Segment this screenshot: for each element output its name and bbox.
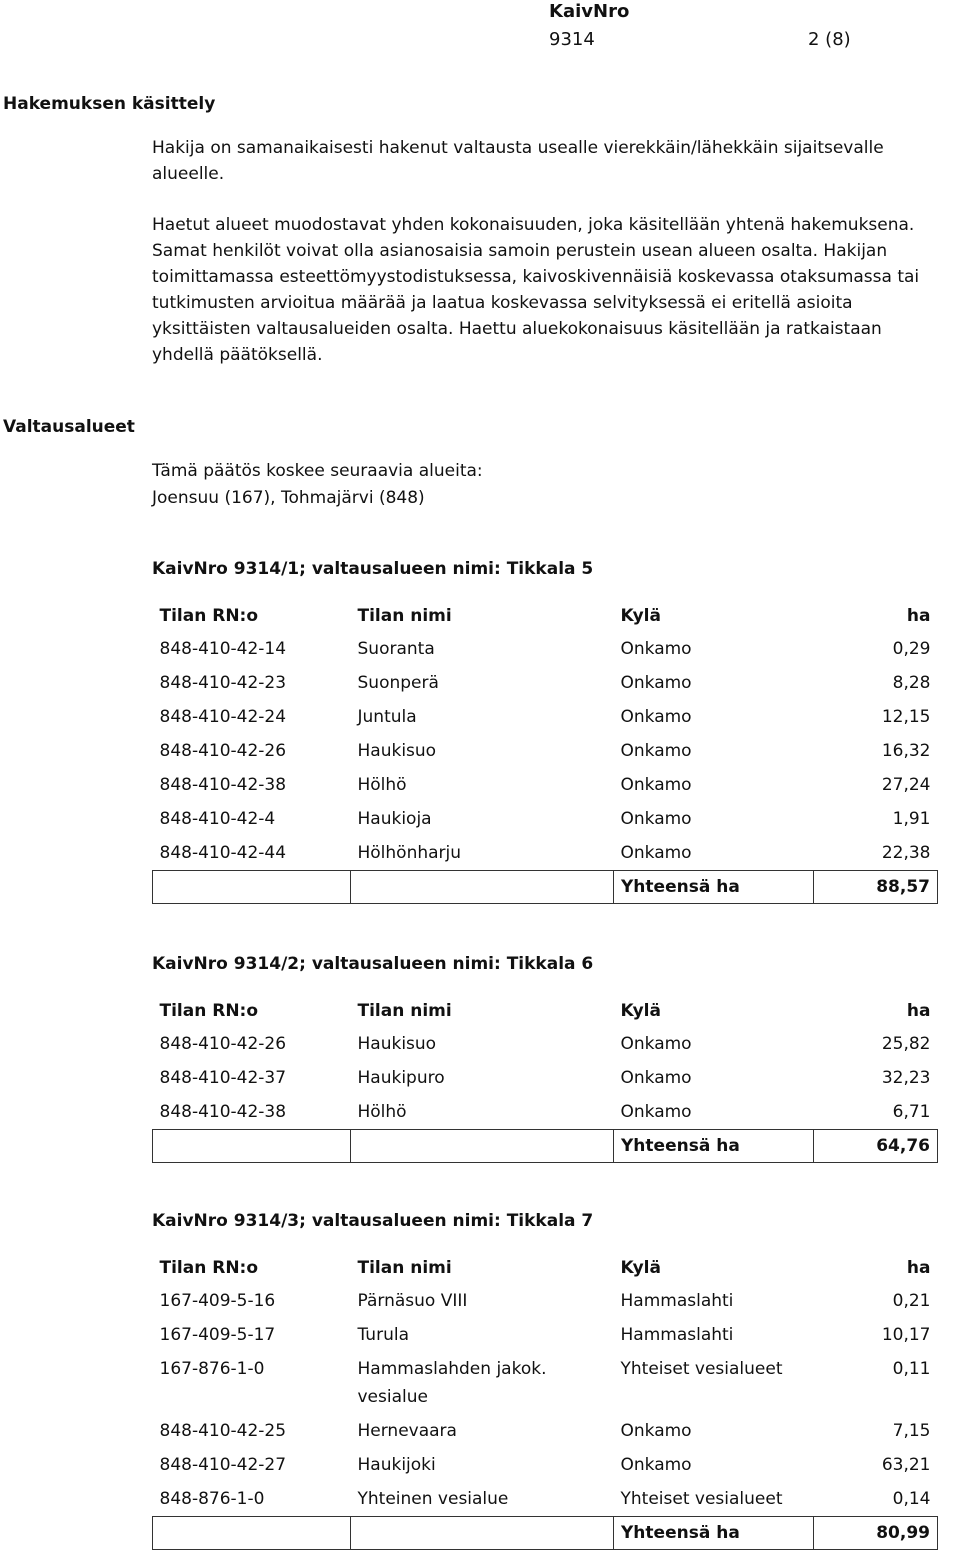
column-header-rn: Tilan RN:o [159, 606, 259, 626]
cell-ha: 27,24 [881, 775, 931, 795]
table-row [153, 1318, 938, 1352]
cell-name: Pärnäsuo VIII [357, 1291, 468, 1311]
cell-name: Hölhö [357, 1102, 407, 1122]
text-line: yhdellä päätöksellä. [152, 345, 323, 365]
cell-village: Onkamo [620, 1455, 692, 1475]
cell-rn: 848-410-42-24 [159, 707, 287, 727]
table-header-row [153, 1250, 938, 1284]
table-row [153, 666, 938, 700]
total-label: Yhteensä ha [614, 1516, 814, 1549]
cell-village: Onkamo [620, 1034, 692, 1054]
total-empty-cell [153, 870, 351, 903]
section-heading-areas: Valtausalueet [3, 417, 135, 437]
cell-rn: 848-410-42-23 [159, 673, 287, 693]
table-row [153, 1482, 938, 1516]
text-line: tutkimusten arvioitua määrää ja laatua koskevassa selvityksessä ei eritellä asioita [152, 293, 853, 313]
table-row [153, 1414, 938, 1448]
text-line: toimittamassa esteettömyystodistuksessa, kaivoskivennäisiä koskevassa otaksumassa tai [152, 267, 920, 287]
table-row [153, 700, 938, 734]
total-empty-cell [351, 870, 614, 903]
table-row [153, 1095, 938, 1129]
total-row [153, 870, 938, 903]
column-header-name: Tilan nimi [357, 1258, 452, 1278]
cell-rn: 848-410-42-25 [159, 1421, 287, 1441]
cell-name: Hernevaara [357, 1421, 457, 1441]
area-table-tikkala-5 [152, 598, 938, 904]
total-value: 64,76 [814, 1129, 938, 1162]
total-row [153, 1516, 938, 1549]
cell-village: Hammaslahti [620, 1325, 734, 1345]
cell-rn: 848-410-42-38 [159, 1102, 287, 1122]
paragraph-application [152, 135, 942, 187]
area-table-tikkala-6 [152, 993, 938, 1163]
cell-village: Onkamo [620, 775, 692, 795]
cell-ha: 0,11 [892, 1359, 931, 1379]
cell-name: Turula [357, 1325, 409, 1345]
cell-rn: 167-876-1-0 [159, 1359, 265, 1379]
cell-village: Yhteiset vesialueet [620, 1359, 783, 1379]
total-empty-cell [153, 1516, 351, 1549]
cell-village: Onkamo [620, 1421, 692, 1441]
total-value: 88,57 [814, 870, 938, 903]
cell-name: Haukijoki [357, 1455, 436, 1475]
column-header-rn: Tilan RN:o [159, 1001, 259, 1021]
table-row [153, 1448, 938, 1482]
column-header-name: Tilan nimi [357, 606, 452, 626]
table-row [153, 632, 938, 666]
paragraph-processing [152, 212, 942, 368]
document-number: 9314 [549, 29, 595, 50]
cell-village: Onkamo [620, 673, 692, 693]
cell-name-line: vesialue [357, 1387, 428, 1407]
column-header-ha: ha [906, 1001, 931, 1021]
table-header-row [153, 598, 938, 632]
total-empty-cell [351, 1129, 614, 1162]
cell-name [351, 1352, 614, 1414]
area-table-tikkala-7 [152, 1250, 938, 1550]
cell-village: Onkamo [620, 741, 692, 761]
municipalities: Joensuu (167), Tohmajärvi (848) [152, 488, 425, 508]
total-value: 80,99 [814, 1516, 938, 1549]
cell-village: Yhteiset vesialueet [620, 1489, 783, 1509]
text-line: yksittäisten valtausalueiden osalta. Haettu aluekokonaisuus käsitellään ja ratkaistaan [152, 319, 882, 339]
table-row [153, 1284, 938, 1318]
table-title-tikkala-7: KaivNro 9314/3; valtausalueen nimi: Tikkala 7 [152, 1211, 594, 1231]
total-label: Yhteensä ha [614, 870, 814, 903]
cell-name: Haukipuro [357, 1068, 445, 1088]
column-header-ha: ha [906, 1258, 931, 1278]
cell-village: Onkamo [620, 843, 692, 863]
table-title-tikkala-6: KaivNro 9314/2; valtausalueen nimi: Tikkala 6 [152, 954, 594, 974]
cell-village: Hammaslahti [620, 1291, 734, 1311]
text-line: Haetut alueet muodostavat yhden kokonaisuuden, joka käsitellään yhtenä hakemuksena. [152, 215, 915, 235]
column-header-name: Tilan nimi [357, 1001, 452, 1021]
cell-village: Onkamo [620, 1068, 692, 1088]
cell-ha: 22,38 [881, 843, 931, 863]
cell-name-line: Hammaslahden jakok. [357, 1359, 547, 1379]
cell-name: Yhteinen vesialue [357, 1489, 509, 1509]
cell-ha: 1,91 [892, 809, 931, 829]
areas-intro: Tämä päätös koskee seuraavia alueita: [152, 461, 483, 481]
cell-ha: 7,15 [892, 1421, 931, 1441]
cell-rn: 167-409-5-17 [159, 1325, 276, 1345]
total-empty-cell [351, 1516, 614, 1549]
column-header-rn: Tilan RN:o [159, 1258, 259, 1278]
cell-name: Juntula [357, 707, 417, 727]
cell-village: Onkamo [620, 809, 692, 829]
cell-name: Haukisuo [357, 1034, 437, 1054]
page-number: 2 (8) [808, 29, 851, 50]
cell-name: Haukioja [357, 809, 432, 829]
cell-name: Hölhönharju [357, 843, 462, 863]
cell-name: Hölhö [357, 775, 407, 795]
cell-rn: 848-410-42-27 [159, 1455, 287, 1475]
text-line: Hakija on samanaikaisesti hakenut valtausta usealle vierekkäin/lähekkäin sijaitsevalle [152, 138, 884, 158]
cell-rn: 848-410-42-4 [159, 809, 276, 829]
cell-name: Suonperä [357, 673, 439, 693]
cell-rn: 848-410-42-26 [159, 741, 287, 761]
cell-ha: 32,23 [881, 1068, 931, 1088]
cell-ha: 16,32 [881, 741, 931, 761]
table-row [153, 1027, 938, 1061]
text-line: alueelle. [152, 164, 225, 184]
cell-name: Suoranta [357, 639, 435, 659]
total-label: Yhteensä ha [614, 1129, 814, 1162]
cell-rn: 848-410-42-38 [159, 775, 287, 795]
cell-ha: 63,21 [881, 1455, 931, 1475]
total-row [153, 1129, 938, 1162]
table-row [153, 802, 938, 836]
header-title: KaivNro [549, 1, 630, 22]
cell-rn: 848-410-42-37 [159, 1068, 287, 1088]
column-header-village: Kylä [620, 1258, 661, 1278]
cell-village: Onkamo [620, 639, 692, 659]
total-empty-cell [153, 1129, 351, 1162]
cell-ha: 25,82 [881, 1034, 931, 1054]
cell-ha: 0,21 [892, 1291, 931, 1311]
cell-ha: 8,28 [892, 673, 931, 693]
column-header-village: Kylä [620, 1001, 661, 1021]
cell-rn: 848-876-1-0 [159, 1489, 265, 1509]
cell-rn: 848-410-42-14 [159, 639, 287, 659]
table-header-row [153, 993, 938, 1027]
cell-ha: 0,14 [892, 1489, 931, 1509]
table-row [153, 768, 938, 802]
column-header-ha: ha [906, 606, 931, 626]
cell-ha: 12,15 [881, 707, 931, 727]
column-header-village: Kylä [620, 606, 661, 626]
cell-ha: 10,17 [881, 1325, 931, 1345]
cell-village: Onkamo [620, 1102, 692, 1122]
table-row [153, 1352, 938, 1414]
cell-rn: 848-410-42-44 [159, 843, 287, 863]
table-row [153, 1061, 938, 1095]
cell-name: Haukisuo [357, 741, 437, 761]
cell-ha: 6,71 [892, 1102, 931, 1122]
cell-village: Onkamo [620, 707, 692, 727]
cell-rn: 848-410-42-26 [159, 1034, 287, 1054]
text-line: Samat henkilöt voivat olla asianosaisia samoin perustein usean alueen osalta. Hakijan [152, 241, 888, 261]
table-row [153, 836, 938, 870]
cell-rn: 167-409-5-16 [159, 1291, 276, 1311]
cell-ha: 0,29 [892, 639, 931, 659]
table-title-tikkala-5: KaivNro 9314/1; valtausalueen nimi: Tikkala 5 [152, 559, 594, 579]
section-heading-processing: Hakemuksen käsittely [3, 94, 216, 114]
table-row [153, 734, 938, 768]
